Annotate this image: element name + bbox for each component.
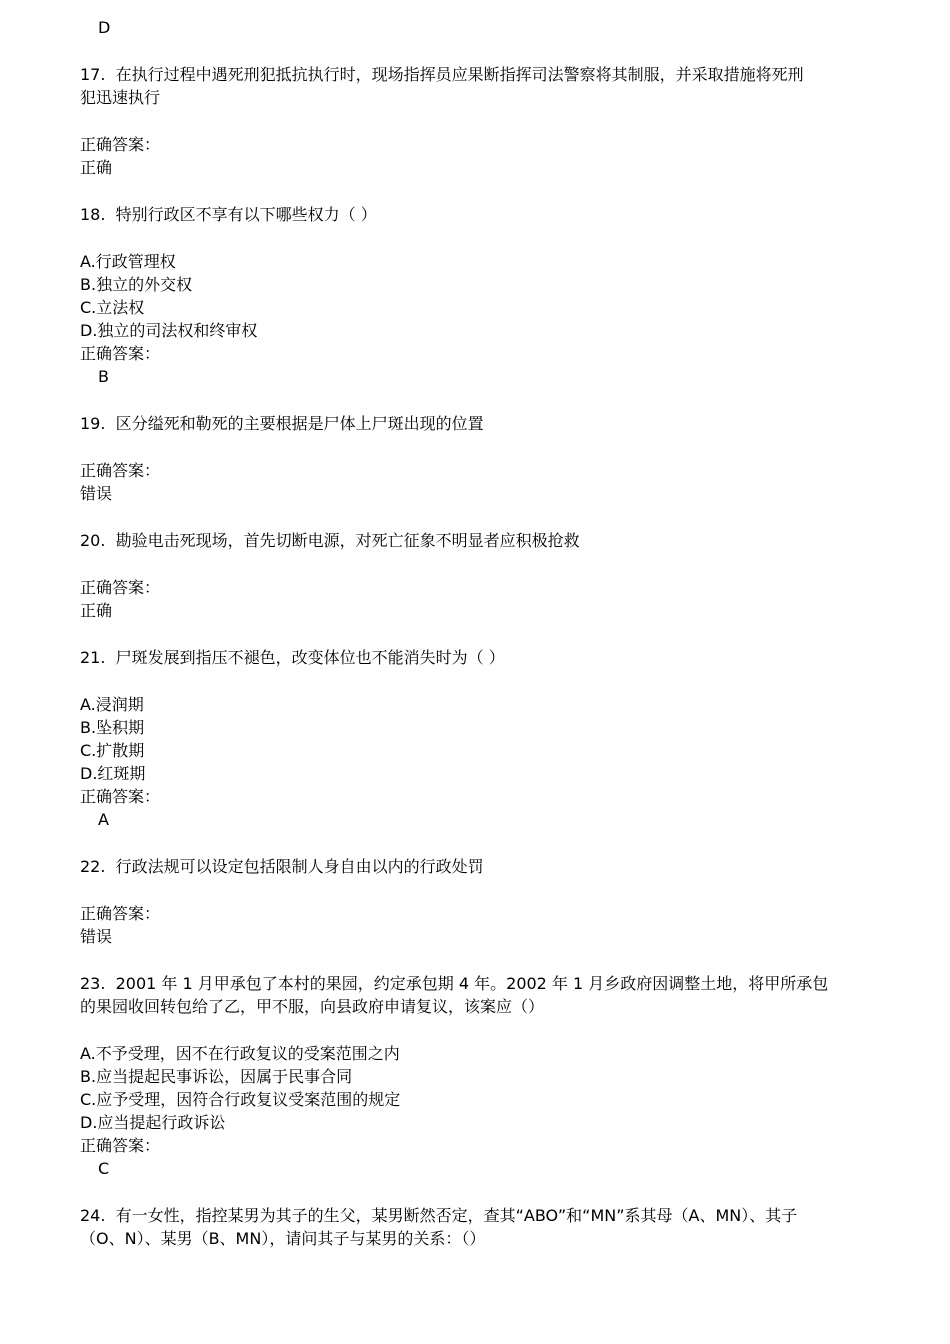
option-b: B.应当提起民事诉讼，因属于民事合同 <box>80 1067 353 1086</box>
question-text-line: 20. 勘验电击死现场，首先切断电源，对死亡征象不明显者应积极抢救 <box>80 531 580 550</box>
answer-value: 正确 <box>80 158 113 177</box>
option-d: D.应当提起行政诉讼 <box>80 1113 226 1132</box>
document-page <box>80 16 880 1250</box>
answer-value: 正确 <box>80 601 113 620</box>
option-a: A.行政管理权 <box>80 252 176 271</box>
answer-label: 正确答案： <box>80 787 161 806</box>
answer-label: 正确答案： <box>80 1136 161 1155</box>
question-text-line: 19. 区分缢死和勒死的主要根据是尸体上尸斑出现的位置 <box>80 414 484 433</box>
option-a: A.不予受理，因不在行政复议的受案范围之内 <box>80 1044 400 1063</box>
question-text-line: 的果园收回转包给了乙，甲不服，向县政府申请复议，该案应（） <box>80 997 545 1016</box>
question-22 <box>80 855 880 948</box>
question-23 <box>80 972 880 1180</box>
option-a: A.浸润期 <box>80 695 144 714</box>
question-text-line: 犯迅速执行 <box>80 88 161 107</box>
answer-label: 正确答案： <box>80 904 161 923</box>
answer-label: 正确答案： <box>80 578 161 597</box>
question-text-line: 21. 尸斑发展到指压不褪色，改变体位也不能消失时为（ ） <box>80 648 505 667</box>
option-d: D.独立的司法权和终审权 <box>80 321 258 340</box>
question-19 <box>80 412 880 505</box>
answer-label: 正确答案： <box>80 461 161 480</box>
option-d: D.红斑期 <box>80 764 146 783</box>
option-b: B.独立的外交权 <box>80 275 193 294</box>
question-text-line: 22. 行政法规可以设定包括限制人身自由以内的行政处罚 <box>80 857 484 876</box>
question-18 <box>80 203 880 388</box>
option-b: B.坠积期 <box>80 718 145 737</box>
option-c: C.立法权 <box>80 298 145 317</box>
answer-label: 正确答案： <box>80 344 161 363</box>
answer-value: B <box>98 367 109 386</box>
question-text-line: （O、N）、某男（B、MN），请问其子与某男的关系：（） <box>80 1229 486 1248</box>
answer-value: A <box>98 810 109 829</box>
question-24 <box>80 1204 880 1250</box>
question-20 <box>80 529 880 622</box>
question-text-line: 17. 在执行过程中遇死刑犯抵抗执行时，现场指挥员应果断指挥司法警察将其制服，并采取措施将死刑 <box>80 65 804 84</box>
question-21 <box>80 646 880 831</box>
question-text-line: 18. 特别行政区不享有以下哪些权力（ ） <box>80 205 377 224</box>
answer-value: 错误 <box>80 484 113 503</box>
answer-value: C <box>98 1159 110 1178</box>
option-c: C.扩散期 <box>80 741 145 760</box>
answer-value: 错误 <box>80 927 113 946</box>
question-text-line: 23. 2001 年 1 月甲承包了本村的果园，约定承包期 4 年。2002 年 1 月乡政府因调整土地，将甲所承包 <box>80 974 829 993</box>
answer-label: 正确答案： <box>80 135 161 154</box>
question-17 <box>80 63 880 179</box>
question-text-line: 24. 有一女性，指控某男为其子的生父，某男断然否定，查其“ABO”和“MN”系其母（A、MN）、其子 <box>80 1206 798 1225</box>
option-c: C.应予受理，因符合行政复议受案范围的规定 <box>80 1090 401 1109</box>
previous-answer-value: D <box>98 18 111 37</box>
